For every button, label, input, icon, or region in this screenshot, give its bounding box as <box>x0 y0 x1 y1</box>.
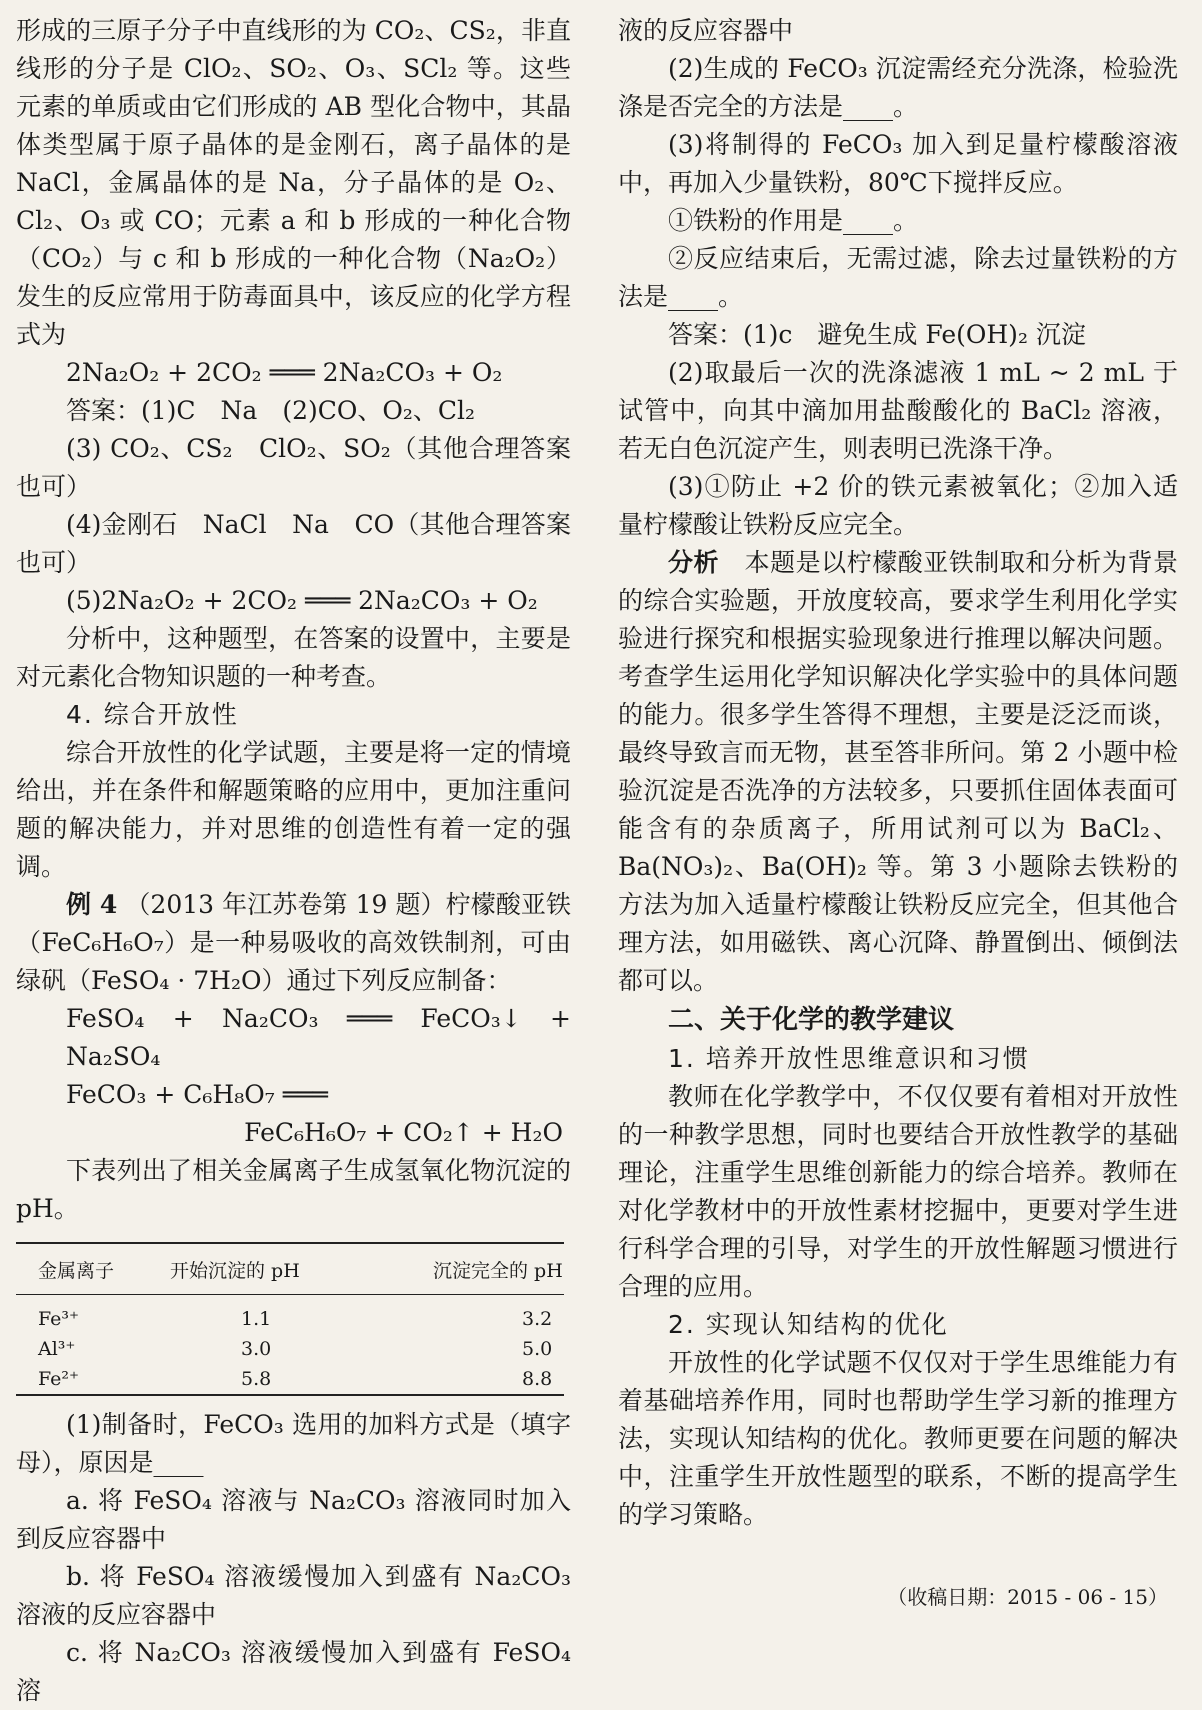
table-cell: Al³⁺ <box>38 1338 76 1360</box>
answer-line-1: 答案：(1)C Na (2)CO、O₂、Cl₂ <box>66 396 476 425</box>
right-column <box>618 12 1178 1534</box>
answer-3: (3)①防止 +2 价的铁元素被氧化；②加入适量柠檬酸让铁粉反应完全。 <box>618 472 1178 539</box>
analysis-label: 分析 <box>668 548 720 577</box>
table-row <box>16 1334 564 1364</box>
equation-1: 2Na₂O₂ + 2CO₂ ═══ 2Na₂CO₃ + O₂ <box>66 358 503 387</box>
table-cell: Fe³⁺ <box>38 1308 80 1330</box>
question-1: (1)制备时，FeCO₃ 选用的加料方式是（填字母），原因是____ <box>16 1410 571 1477</box>
section-heading-2: 二、关于化学的教学建议 <box>668 1005 955 1035</box>
analysis-text: 本题是以柠檬酸亚铁制取和分析为背景的综合实验题，开放度较高，要求学生利用化学实验进行探究和根据实验现象进行推理以解决问题。考查学生运用化学知识解决化学实验中的具体问题的能力。很多学生答得不理想，主要是泛泛而谈，最终导致言而无物，甚至答非所问。第 2 小题中检验沉淀是否洗净的方法较多，只要抓住固体表面可能含有的杂质离子，所用试剂可以为 BaCl₂、Ba(NO₃)₂、Ba(OH)₂ 等。第 3 小题除去铁粉的方法为加入适量柠檬酸让铁粉反应完全，但其他合理方法，如用磁铁、离心沉降、静置倒出、倾倒法都可以。 <box>618 548 1178 995</box>
subheading-2: 2. 实现认知结构的优化 <box>668 1310 949 1339</box>
table-cell: 1.1 <box>241 1308 272 1330</box>
section-4-text: 综合开放性的化学试题，主要是将一定的情境给出，并在条件和解题策略的应用中，更加注重问题的解决能力，并对思维的创造性有着一定的强调。 <box>16 738 571 881</box>
analysis-block <box>618 544 1178 1000</box>
question-3-part-1: ①铁粉的作用是____。 <box>668 206 919 235</box>
answer-2: (2)取最后一次的洗涤滤液 1 mL ~ 2 mL 于试管中，向其中滴加用盐酸酸化的 BaCl₂ 溶液，若无白色沉淀产生，则表明已洗涤干净。 <box>618 358 1178 463</box>
ph-table <box>16 1242 564 1396</box>
table-cell: Fe²⁺ <box>38 1368 80 1390</box>
reaction-2-right: FeC₆H₆O₇ + CO₂↑ + H₂O <box>244 1118 563 1147</box>
question-3: (3)将制得的 FeCO₃ 加入到足量柠檬酸溶液中，再加入少量铁粉，80℃下搅拌反应。 <box>618 130 1178 197</box>
table-cell: 5.8 <box>241 1368 272 1390</box>
reaction-1: FeSO₄ + Na₂CO₃ ═══ FeCO₃↓ + Na₂SO₄ <box>66 1004 571 1071</box>
answer-line-4: (4)金刚石 NaCl Na CO（其他合理答案也可） <box>16 510 571 577</box>
answer-line-5: (5)2Na₂O₂ + 2CO₂ ═══ 2Na₂CO₃ + O₂ <box>66 586 538 615</box>
option-a: a. 将 FeSO₄ 溶液与 Na₂CO₃ 溶液同时加入到反应容器中 <box>16 1486 571 1553</box>
table-header-row <box>16 1243 564 1295</box>
question-3-part-2: ②反应结束后，无需过滤，除去过量铁粉的方法是____。 <box>618 244 1178 311</box>
subheading-1-text: 教师在化学教学中，不仅仅要有着相对开放性的一种教学思想，同时也要结合开放性教学的基础理论，注重学生思维创新能力的综合培养。教师在对化学教材中的开放性素材挖掘中，更要对学生进行科学合理的引导，对学生的开放性解题习惯进行合理的应用。 <box>618 1082 1178 1301</box>
option-c: c. 将 Na₂CO₃ 溶液缓慢加入到盛有 FeSO₄ 溶 <box>16 1638 571 1705</box>
option-c-continued: 液的反应容器中 <box>618 16 794 45</box>
table-cell: 3.0 <box>241 1338 272 1360</box>
section-heading-4: 4. 综合开放性 <box>66 700 239 729</box>
table-cell: 8.8 <box>522 1368 553 1390</box>
analysis-paragraph: 分析中，这种题型，在答案的设置中，主要是对元素化合物知识题的一种考查。 <box>16 624 571 691</box>
table-row <box>16 1364 564 1395</box>
table-cell: 5.0 <box>522 1338 553 1360</box>
example-4-label: 例 4 <box>66 890 118 919</box>
table-cell: 3.2 <box>522 1308 553 1330</box>
option-b: b. 将 FeSO₄ 溶液缓慢加入到盛有 Na₂CO₃ 溶液的反应容器中 <box>16 1562 571 1629</box>
example-4-text: （2013 年江苏卷第 19 题）柠檬酸亚铁（FeC₆H₆O₇）是一种易吸收的高效铁制剂，可由绿矾（FeSO₄ · 7H₂O）通过下列反应制备： <box>16 890 572 995</box>
table-intro: 下表列出了相关金属离子生成氢氧化物沉淀的 pH。 <box>16 1156 571 1223</box>
table-header-cell: 沉淀完全的 pH <box>433 1259 563 1282</box>
table-header-cell: 金属离子 <box>38 1259 115 1282</box>
received-date: （收稿日期：2015 - 06 - 15） <box>887 1585 1168 1609</box>
example-4 <box>16 886 571 1000</box>
left-column <box>16 12 571 1710</box>
question-2: (2)生成的 FeCO₃ 沉淀需经充分洗涤，检验洗涤是否完全的方法是____。 <box>618 54 1178 121</box>
subheading-1: 1. 培养开放性思维意识和习惯 <box>668 1044 1030 1073</box>
table-header-cell: 开始沉淀的 pH <box>170 1259 300 1282</box>
answer-1: 答案：(1)c 避免生成 Fe(OH)₂ 沉淀 <box>668 320 1086 349</box>
subheading-2-text: 开放性的化学试题不仅仅对于学生思维能力有着基础培养作用，同时也帮助学生学习新的推理方法，实现认知结构的优化。教师更要在问题的解决中，注重学生开放性题型的联系，不断的提高学生的学习策略。 <box>618 1348 1178 1529</box>
answer-line-3: (3) CO₂、CS₂ ClO₂、SO₂（其他合理答案也可） <box>16 434 571 501</box>
table-row <box>16 1295 564 1335</box>
paragraph-intro: 形成的三原子分子中直线形的为 CO₂、CS₂，非直线形的分子是 ClO₂、SO₂、O₃、SCl₂ 等。这些元素的单质或由它们形成的 AB 型化合物中，其晶体类型属于原子晶体的是金刚石，离子晶体的是 NaCl，金属晶体的是 Na，分子晶体的是 O₂、Cl₂、O₃ 或 CO；元素 a 和 b 形成的一种化合物（CO₂）与 c 和 b 形成的一种化合物（Na₂O₂）发生的反应常用于防毒面具中，该反应的化学方程式为 <box>16 16 571 349</box>
reaction-2-left: FeCO₃ + C₆H₈O₇ ═══ <box>66 1080 328 1109</box>
